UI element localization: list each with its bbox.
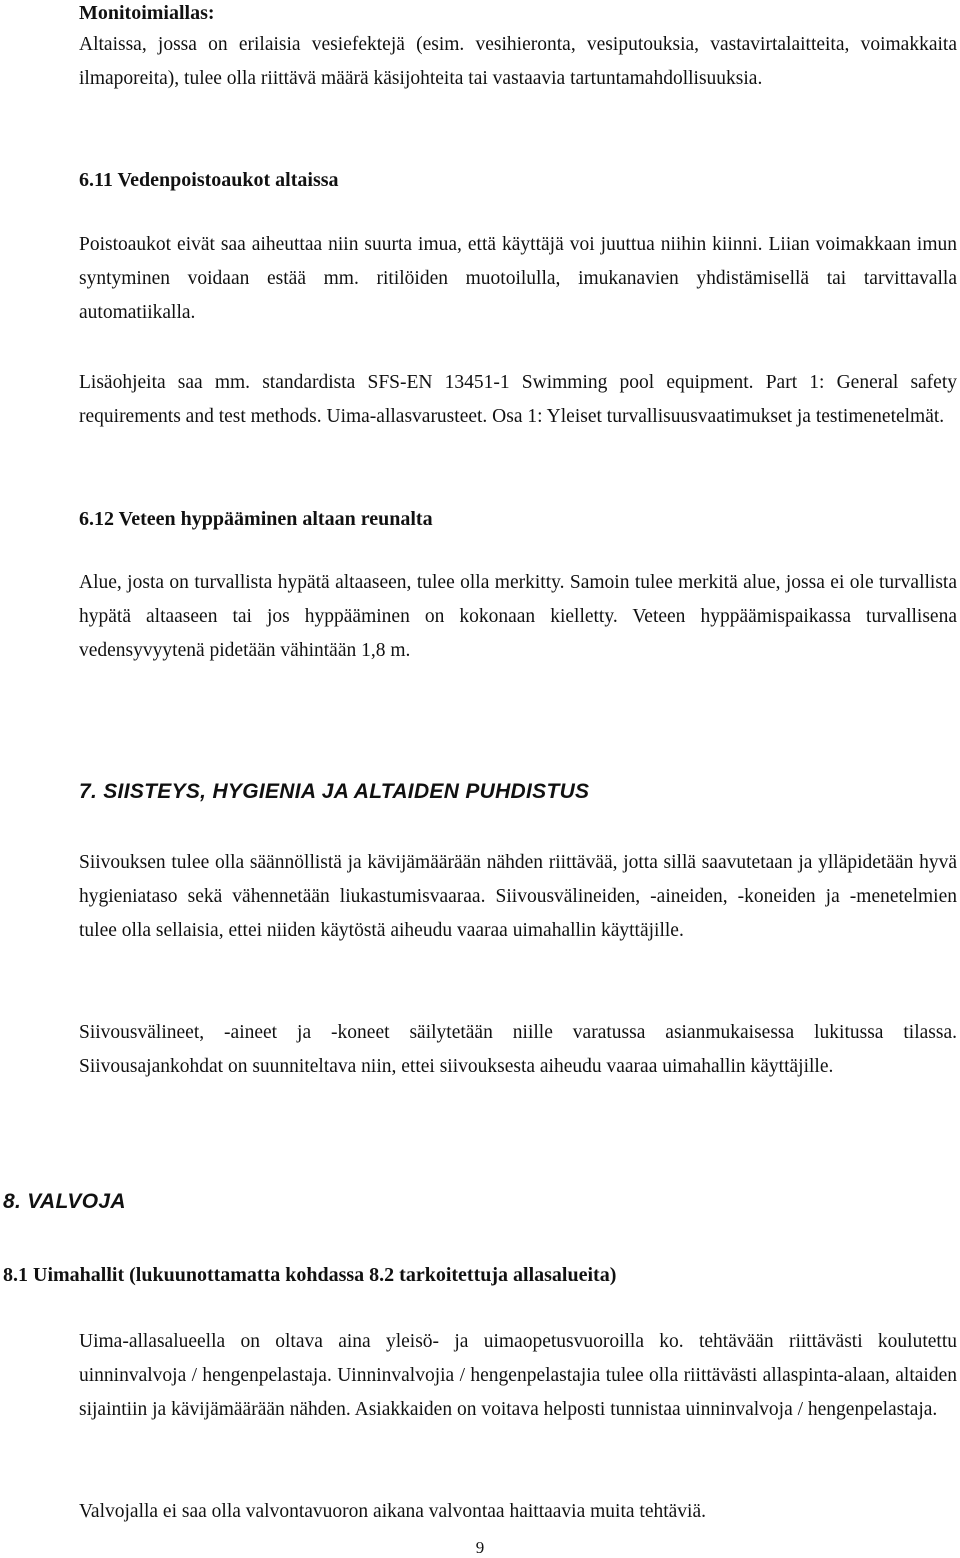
page-number: 9 <box>475 1538 485 1557</box>
section-6-11-heading: 6.11 Vedenpoistoaukot altaissa <box>79 169 339 191</box>
section-8-1-heading: 8.1 Uimahallit (lukuunottamatta kohdassa 8.2 tarkoitettuja allasalueita) <box>3 1264 617 1286</box>
section-6-12-paragraph-1: Alue, josta on turvallista hypätä altaaseen, tulee olla merkitty. Samoin tulee merkitä alue, jossa ei ole turvallista hypätä altaaseen tai jos hyppääminen on kokonaan kielletty. Veteen hyppäämispaikassa turvallisena vedensyvyytenä pidetään vähintään 1,8 m. <box>79 572 957 661</box>
section-8-paragraph-2: Valvojalla ei saa olla valvontavuoron aikana valvontaa haittaavia muita tehtäviä. <box>79 1501 707 1522</box>
section-7-heading: 7. SIISTEYS, HYGIENIA JA ALTAIDEN PUHDISTUS <box>79 780 590 803</box>
monitoimiallas-text: Altaissa, jossa on erilaisia vesiefektejä (esim. vesihieronta, vesiputouksia, vastavirtalaitteita, voimakkaita ilmaporeita), tulee olla riittävä määrä käsijohteita tai vastaavia tartuntamahdollisuuksia. <box>79 34 957 89</box>
section-6-11-paragraph-1: Poistoaukot eivät saa aiheuttaa niin suurta imua, että käyttäjä voi juuttua niihin kiinni. Liian voimakkaan imun syntyminen voidaan estää mm. ritilöiden muotoilulla, imukanavien yhdistämisellä tai tarvittavalla automatiikalla. <box>79 234 957 323</box>
section-8-heading: 8. VALVOJA <box>3 1190 126 1213</box>
section-7-paragraph-2: Siivousvälineet, -aineet ja -koneet säilytetään niille varatussa asianmukaisessa lukitussa tilassa. Siivousajankohdat on suunniteltava niin, ettei siivouksesta aiheudu vaaraa uimahallin käyttäjille. <box>79 1022 957 1077</box>
section-7-paragraph-1: Siivouksen tulee olla säännöllistä ja kävijämäärään nähden riittävää, jotta sillä saavutetaan ja ylläpidetään hyvä hygieniataso sekä vähennetään liukastumisvaaraa. Siivousvälineiden, -aineiden, -koneiden ja -menetelmien tulee olla sellaisia, ettei niiden käytöstä aiheudu vaaraa uimahallin käyttäjille. <box>79 852 957 941</box>
section-6-11-paragraph-2: Lisäohjeita saa mm. standardista SFS-EN 13451-1 Swimming pool equipment. Part 1: General safety requirements and test methods. Uima-allasvarusteet. Osa 1: Yleiset turvallisuusvaatimukset ja testimenetelmät. <box>79 372 957 427</box>
monitoimiallas-heading: Monitoimiallas: <box>79 2 215 24</box>
section-6-12-heading: 6.12 Veteen hyppääminen altaan reunalta <box>79 508 433 530</box>
section-8-paragraph-1: Uima-allasalueella on oltava aina yleisö- ja uimaopetusvuoroilla ko. tehtävään riittävästi koulutettu uinninvalvoja / hengenpelastaja. Uinninvalvojia / hengenpelastajia tulee olla riittävästi allaspinta-alaan, altaiden sijaintiin ja kävijämäärään nähden. Asiakkaiden on voitava helposti tunnistaa uinninvalvoja / hengenpelastaja. <box>79 1331 957 1420</box>
